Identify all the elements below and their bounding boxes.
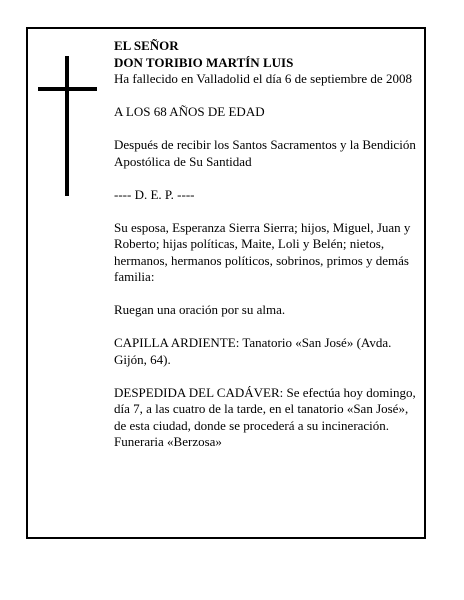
funeral-home: Funeraria «Berzosa» — [114, 434, 222, 449]
farewell-info: DESPEDIDA DEL CADÁVER: Se efectúa hoy domingo, día 7, a las cuatro de la tarde, en el tanatorio «San José», de esta ciudad, donde se procederá a su incineración. — [114, 384, 416, 433]
chapel-info: CAPILLA ARDIENTE: Tanatorio «San José» (Avda. Gijón, 64). — [114, 335, 392, 367]
cross-horizontal-bar — [38, 87, 97, 91]
title-line-1: EL SEÑOR — [114, 38, 179, 53]
prayer-request: Ruegan una oración por su alma. — [114, 302, 286, 317]
cross-vertical-bar — [65, 56, 69, 196]
deceased-name: DON TORIBIO MARTÍN LUIS — [114, 54, 294, 70]
obituary-text — [114, 38, 418, 451]
family-statement: Su esposa, Esperanza Sierra Sierra; hijos, Miguel, Juan y Roberto; hijas políticas, Maite, Loli y Belén; nietos, hermanos, hermanos políticos, sobrinos, primos y demás familia: — [114, 219, 411, 284]
rip-line: ---- D. E. P. ---- — [114, 186, 195, 202]
age-statement: A LOS 68 AÑOS DE EDAD — [114, 104, 265, 119]
death-statement: Ha fallecido en Valladolid el día 6 de septiembre de 2008 — [114, 71, 412, 86]
sacraments-statement: Después de recibir los Santos Sacramentos y la Bendición Apostólica de Su Santidad — [114, 137, 416, 169]
